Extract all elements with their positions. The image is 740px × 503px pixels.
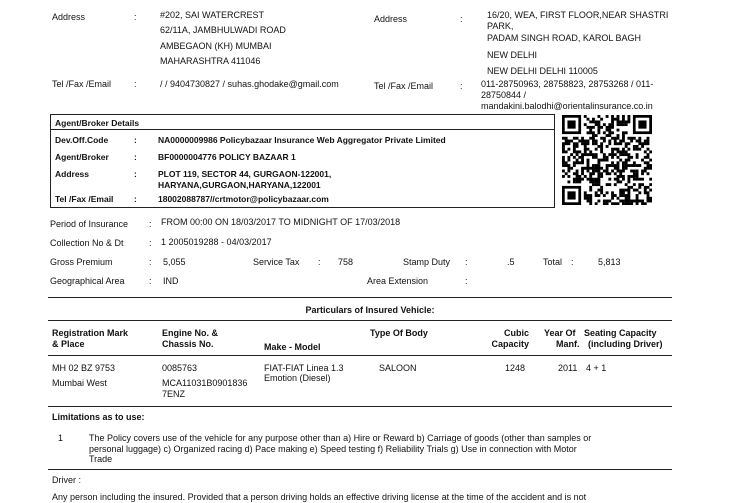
limitations-title: Limitations as to use:	[52, 412, 145, 422]
vehicle-header-top-rule	[48, 320, 672, 321]
agent-broker-value: BF0000004776 POLICY BAZAAR 1	[158, 152, 296, 162]
agent-tel-label: Tel /Fax /Email	[55, 194, 114, 204]
vehicle-cubic-capacity: 1248	[504, 363, 525, 373]
insured-address-line-4: MAHARASHTRA 411046	[160, 56, 261, 66]
service-tax-value: 758	[338, 257, 354, 267]
office-address-colon: :	[460, 14, 463, 24]
qr-code	[562, 115, 652, 205]
insured-address-colon: :	[134, 12, 137, 22]
driver-label: Driver :	[52, 475, 81, 485]
header-year-line-2: Manf.	[556, 339, 580, 349]
collection-value: 1 2005019288 - 04/03/2017	[161, 237, 272, 247]
insured-address-label: Address	[52, 12, 86, 22]
limitations-top-rule	[48, 406, 672, 407]
vehicle-make-line-2: Emotion (Diesel)	[264, 373, 331, 383]
header-make-model: Make - Model	[264, 342, 321, 352]
agent-tel-value: 18002088787//crtmotor@policybazaar.com	[158, 194, 329, 204]
area-extension-label: Area Extension	[367, 276, 429, 286]
limitations-line-1: The Policy covers use of the vehicle for any purpose other than a) Hire or Reward b) Carriage of goods (other than samples or	[89, 433, 592, 443]
vehicle-reg-number: MH 02 BZ 9753	[52, 363, 116, 373]
insured-address-line-1: #202, SAI WATERCREST	[160, 10, 265, 20]
driver-text: Any person including the insured. Provided that a person driving holds an effective driving license at the time of the accident and is not	[52, 492, 587, 502]
header-cc-line-1: Cubic	[503, 328, 529, 338]
area-extension-colon: :	[465, 276, 468, 286]
service-tax-colon: :	[318, 257, 321, 267]
driver-top-rule	[48, 469, 672, 470]
agent-heading: Agent/Broker Details	[55, 118, 140, 128]
agent-address-line-1: PLOT 119, SECTOR 44, GURGAON-122001,	[158, 169, 332, 179]
insured-tel-value: / / 9404730827 / suhas.ghodake@gmail.com	[160, 79, 339, 89]
total-colon: :	[571, 257, 574, 267]
header-seat-line-1: Seating Capacity	[584, 328, 657, 338]
office-address-line-1: 16/20, WEA, FIRST FLOOR,NEAR SHASTRI	[487, 10, 669, 20]
vehicle-section-title: Particulars of Insured Vehicle:	[305, 305, 435, 315]
agent-broker-label: Agent/Broker	[55, 152, 109, 162]
vehicle-header-bottom-rule	[48, 355, 672, 356]
total-value: 5,813	[598, 257, 621, 267]
office-address-label: Address	[374, 14, 408, 24]
stamp-duty-colon: :	[465, 257, 468, 267]
agent-address-line-2: HARYANA,GURGAON,HARYANA,122001	[158, 180, 321, 190]
period-label: Period of Insurance	[50, 219, 129, 229]
vehicle-chassis-line-2: 7ENZ	[162, 389, 186, 399]
header-engine-line-1: Engine No. &	[162, 328, 218, 338]
gross-premium-value: 5,055	[163, 257, 186, 267]
agent-address-colon: :	[134, 169, 137, 179]
header-year-line-1: Year Of	[544, 328, 576, 338]
office-tel-line-1: 011-28750963, 28758823, 28753268 / 011-	[481, 79, 654, 89]
office-tel-label: Tel /Fax /Email	[374, 81, 434, 91]
geo-area-colon: :	[149, 276, 152, 286]
vehicle-reg-place: Mumbai West	[52, 378, 107, 388]
limitations-line-3: Trade	[89, 454, 113, 464]
period-value: FROM 00:00 ON 18/03/2017 TO MIDNIGHT OF 17/03/2018	[161, 217, 401, 227]
vehicle-body-type: SALOON	[379, 363, 417, 373]
agent-broker-colon: :	[134, 152, 137, 162]
agent-devoff-colon: :	[134, 135, 137, 145]
office-address-line-4: NEW DELHI	[487, 50, 538, 60]
agent-devoff-value: NA0000009986 Policybazaar Insurance Web Aggregator Private Limited	[158, 135, 446, 145]
agent-heading-divider	[51, 129, 554, 130]
limitations-item-number: 1	[58, 433, 64, 443]
vehicle-year: 2011	[558, 363, 578, 373]
office-address-line-2: PARK,	[487, 21, 514, 31]
header-engine-line-2: Chassis No.	[162, 339, 214, 349]
insured-address-line-2: 62/11A, JAMBHULWADI ROAD	[160, 25, 286, 35]
agent-devoff-label: Dev.Off.Code	[55, 135, 109, 145]
geo-area-value: IND	[163, 276, 179, 286]
insured-tel-label: Tel /Fax /Email	[52, 79, 112, 89]
geo-area-label: Geographical Area	[50, 276, 125, 286]
office-address-line-5: NEW DELHI DELHI 110005	[487, 66, 598, 76]
agent-tel-colon: :	[134, 194, 137, 204]
header-reg-line-2: & Place	[52, 339, 85, 349]
vehicle-seating: 4 + 1	[586, 363, 607, 373]
gross-premium-colon: :	[149, 257, 152, 267]
insured-tel-colon: :	[134, 79, 137, 89]
header-reg-line-1: Registration Mark	[52, 328, 129, 338]
office-tel-line-2: 28750844 /	[481, 90, 527, 100]
office-tel-line-3: mandakini.balodhi@orientalinsurance.co.in	[481, 101, 653, 111]
limitations-line-2: personal luggage) c) Organized racing d) Pace making e) Speed testing f) Reliability Trials g) Use in connection with Motor	[89, 444, 577, 454]
collection-label: Collection No & Dt	[50, 238, 124, 248]
vehicle-make-line-1: FIAT-FIAT Linea 1.3	[264, 363, 344, 373]
stamp-duty-label: Stamp Duty	[403, 257, 451, 267]
total-label: Total	[543, 257, 563, 267]
stamp-duty-value: .5	[507, 257, 515, 267]
gross-premium-label: Gross Premium	[50, 257, 113, 267]
header-cc-line-2: Capacity	[491, 339, 529, 349]
vehicle-engine-no: 0085763	[162, 363, 198, 373]
office-tel-colon: :	[460, 81, 463, 91]
header-body-type: Type Of Body	[370, 328, 428, 338]
period-colon: :	[149, 219, 152, 229]
insured-address-line-3: AMBEGAON (KH) MUMBAI	[160, 41, 272, 51]
collection-colon: :	[149, 238, 152, 248]
vehicle-chassis-line-1: MCA11031B0901836	[162, 378, 248, 388]
service-tax-label: Service Tax	[253, 257, 300, 267]
header-seat-line-2: (including Driver)	[588, 339, 663, 349]
office-address-line-3: PADAM SINGH ROAD, KAROL BAGH	[487, 33, 642, 43]
agent-address-label: Address	[55, 169, 90, 179]
vehicle-top-rule	[48, 297, 672, 298]
